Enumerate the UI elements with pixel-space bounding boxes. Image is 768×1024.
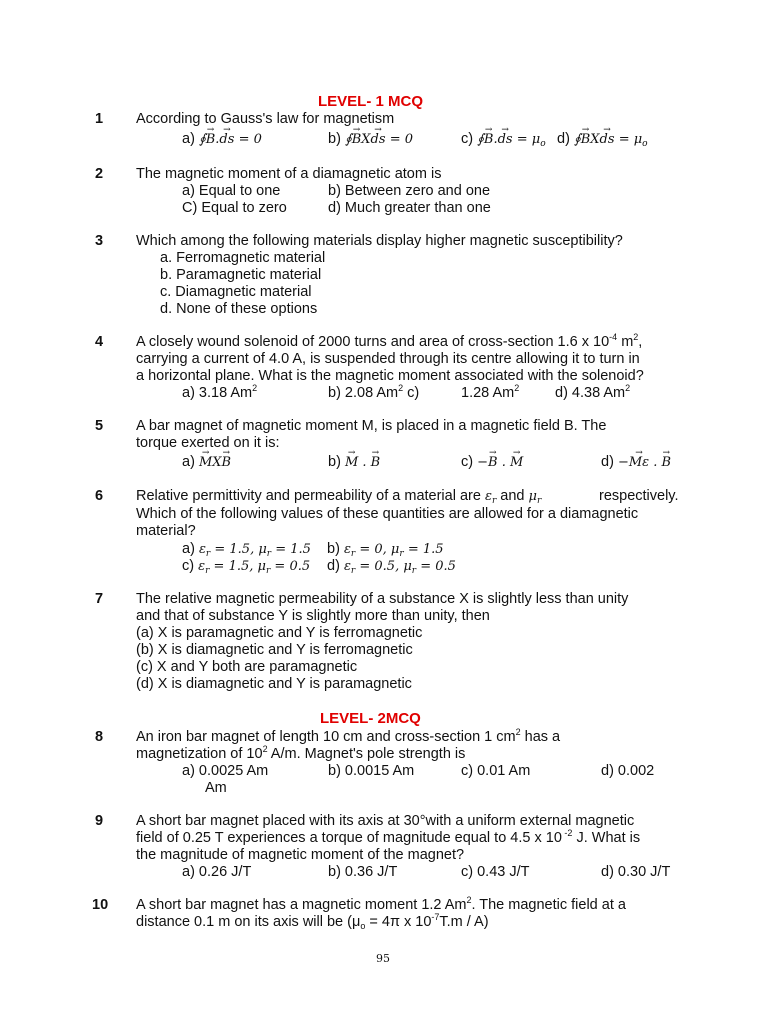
question-number: 7 — [95, 591, 104, 607]
exponent: 2 — [466, 895, 472, 905]
formula: ∮→ B.→ ds = 0 — [199, 132, 262, 147]
question-number: 2 — [95, 166, 104, 182]
text-run: distance 0.1 m on its axis will be (μ — [136, 914, 361, 930]
question-number: 3 — [95, 233, 104, 249]
option-c: C) Equal to zero — [182, 200, 287, 216]
formula: $\varepsilon_r$ — [484, 489, 497, 506]
question-text — [136, 897, 626, 914]
text-run: J. What is — [572, 830, 641, 846]
question-number: 8 — [95, 729, 104, 745]
formula: → M . → B — [345, 455, 380, 470]
question-text — [136, 729, 560, 746]
question-text: Which of the following values of these quantities are allowed for a diamagnetic — [136, 506, 639, 522]
question-text: respectively. — [599, 488, 679, 504]
option-d — [555, 385, 630, 402]
option-label: c) — [461, 131, 474, 147]
option-d — [327, 558, 456, 575]
exponent: 2 — [262, 744, 268, 754]
exponent: 2 — [514, 383, 520, 393]
option-b — [327, 541, 444, 558]
text-run: has a — [520, 729, 561, 745]
text-run: = 4π x 10 — [365, 914, 432, 930]
question-number: 9 — [95, 813, 104, 829]
option-a — [182, 454, 231, 471]
text-run: A closely wound solenoid of 2000 turns and area of cross-section 1.6 x 10 — [136, 334, 610, 350]
exponent: -7 — [431, 912, 440, 922]
option-text: d) 4.38 Am — [555, 385, 626, 401]
option-label: b) — [328, 454, 341, 470]
exponent: 2 — [515, 727, 521, 737]
option-a: (a) X is paramagnetic and Y is ferromagnetic — [136, 625, 423, 641]
formula: $\varepsilon_r = 0.5$, $\mu_r = 0.5$ — [343, 559, 456, 576]
question-text: The relative magnetic permeability of a substance X is slightly less than unity — [136, 591, 629, 607]
question-text: carrying a current of 4.0 A, is suspended through its centre allowing it to turn in — [136, 351, 640, 367]
option-b: b) 0.0015 Am — [328, 763, 415, 779]
question-text: Which among the following materials display higher magnetic susceptibility? — [136, 233, 623, 249]
text-run: Relative permittivity and permeability of a material are — [136, 488, 481, 504]
question-text: A closely wound solenoid of 2000 turns and area of cross-section 1.6 x $10^{-4}$ $m^2$, — [136, 332, 643, 350]
option-a-continued: Am — [205, 780, 227, 796]
option-d: d) 0.002 — [601, 763, 655, 779]
level-1-heading: LEVEL- 1 MCQ — [318, 93, 424, 110]
formula: ∮→ BX→ ds = 0 — [345, 132, 413, 147]
exponent: 2 — [625, 383, 631, 393]
option-c — [461, 131, 546, 148]
option-c — [182, 558, 310, 575]
exponent: -4 — [609, 332, 618, 342]
text-run: . The magnetic field at a — [471, 897, 626, 913]
question-number: 10 — [92, 897, 109, 913]
text-run: m — [617, 334, 634, 350]
formula: ∮→ B.→ ds = $\mu_o$ — [477, 132, 546, 147]
option-text: b) 2.08 Am — [328, 385, 399, 401]
page-number: 95 — [376, 952, 390, 965]
formula: $\varepsilon_r = 1.5$, $\mu_r = 0.5$ — [198, 559, 311, 576]
exponent: -2 — [561, 828, 573, 838]
text-run: magnetization of 10 — [136, 746, 263, 762]
question-number: 5 — [95, 418, 104, 434]
option-label: c) — [407, 385, 420, 401]
option-b — [328, 131, 413, 148]
option-d: d) 0.30 J/T — [601, 864, 671, 880]
option-label: a) — [182, 454, 195, 470]
formula: ∮→ BX→ ds = $\mu_o$ — [574, 132, 648, 147]
question-text: torque exerted on it is: — [136, 435, 280, 451]
option-b: b. Paramagnetic material — [160, 267, 322, 283]
question-text: The magnetic moment of a diamagnetic atom is — [136, 166, 442, 182]
option-label: d) — [327, 558, 340, 574]
question-text: A bar magnet of magnetic moment M, is placed in a magnetic field B. The — [136, 418, 607, 434]
formula-rhs: = μ — [618, 132, 643, 147]
exponent: 2 — [633, 332, 639, 342]
option-d: d. None of these options — [160, 301, 318, 317]
option-a: a) 0.26 J/T — [182, 864, 252, 880]
option-label: a) — [182, 541, 195, 557]
formula: −→ B . → M — [477, 455, 523, 470]
level-2-heading: LEVEL- 2MCQ — [320, 710, 421, 727]
text-run: field of 0.25 T experiences a torque of magnitude equal to 4.5 x 10 — [136, 830, 562, 846]
formula: → MX→ B — [199, 455, 231, 470]
text-run: A short bar magnet has a magnetic moment 1.2 Am — [136, 897, 467, 913]
option-text: a) 3.18 Am — [182, 385, 253, 401]
option-a: a. Ferromagnetic material — [160, 250, 326, 266]
formula: −→ Mε . → B — [618, 455, 671, 470]
question-text: A short bar magnet placed with its axis at 30°with a uniform external magnetic — [136, 813, 635, 829]
question-number: 6 — [95, 488, 104, 504]
option-label: c) — [182, 558, 195, 574]
option-a — [182, 541, 311, 558]
option-label: a) — [182, 131, 195, 147]
formula: $\varepsilon_r = 0$, $\mu_r = 1.5$ — [343, 542, 444, 559]
formula-rhs: = 0 — [389, 132, 413, 147]
option-c: c) 0.01 Am — [461, 763, 531, 779]
text-run: and — [500, 488, 525, 504]
option-a — [182, 385, 257, 402]
option-a: a) 0.0025 Am — [182, 763, 269, 779]
option-c — [461, 454, 523, 471]
question-text: distance 0.1 m on its axis will be ($\mu_o = 4\pi$ x $10^{-7}T.m / A$) — [136, 912, 489, 931]
text-run: A/m. Magnet's pole strength is — [267, 746, 466, 762]
option-b: (b) X is diamagnetic and Y is ferromagnetic — [136, 642, 413, 658]
option-a: a) Equal to one — [182, 183, 281, 199]
question-number: 1 — [95, 111, 104, 127]
question-number: 4 — [95, 334, 104, 350]
question-text: a horizontal plane. What is the magnetic moment associated with the solenoid? — [136, 368, 644, 384]
option-d — [601, 454, 671, 471]
text-run: An iron bar magnet of length 10 cm and cross-section 1 cm — [136, 729, 516, 745]
option-label: d) — [601, 454, 614, 470]
formula: $\mu_r$ — [528, 489, 542, 506]
question-text: and that of substance Y is slightly more than unity, then — [136, 608, 490, 624]
option-c — [461, 385, 519, 402]
option-b: b) 0.36 J/T — [328, 864, 398, 880]
question-text: the magnitude of magnetic moment of the magnet? — [136, 847, 465, 863]
option-d — [557, 131, 648, 148]
option-b — [328, 385, 419, 402]
text-run: T.m / A) — [439, 914, 489, 930]
question-text — [136, 830, 640, 847]
option-a — [182, 131, 262, 148]
question-text: material? — [136, 523, 196, 539]
option-d: d) Much greater than one — [328, 200, 491, 216]
exponent: 2 — [398, 383, 404, 393]
option-b — [328, 454, 380, 471]
formula: $\varepsilon_r = 1.5$, $\mu_r = 1.5$ — [198, 542, 311, 559]
option-c: (c) X and Y both are paramagnetic — [136, 659, 358, 675]
option-label: b) — [328, 131, 341, 147]
question-text: According to Gauss's law for magnetism — [136, 111, 395, 127]
option-label: c) — [461, 454, 474, 470]
formula-rhs: = μ — [516, 132, 541, 147]
option-d: (d) X is diamagnetic and Y is paramagnetic — [136, 676, 412, 692]
option-label: d) — [557, 131, 570, 147]
option-c: c) 0.43 J/T — [461, 864, 530, 880]
question-text — [136, 746, 465, 763]
option-label: b) — [327, 541, 340, 557]
exponent: 2 — [252, 383, 258, 393]
question-text — [136, 488, 541, 505]
option-text: 1.28 Am — [461, 385, 515, 401]
option-c: c. Diamagnetic material — [160, 284, 312, 300]
option-b: b) Between zero and one — [328, 183, 491, 199]
formula-rhs: = 0 — [238, 132, 262, 147]
